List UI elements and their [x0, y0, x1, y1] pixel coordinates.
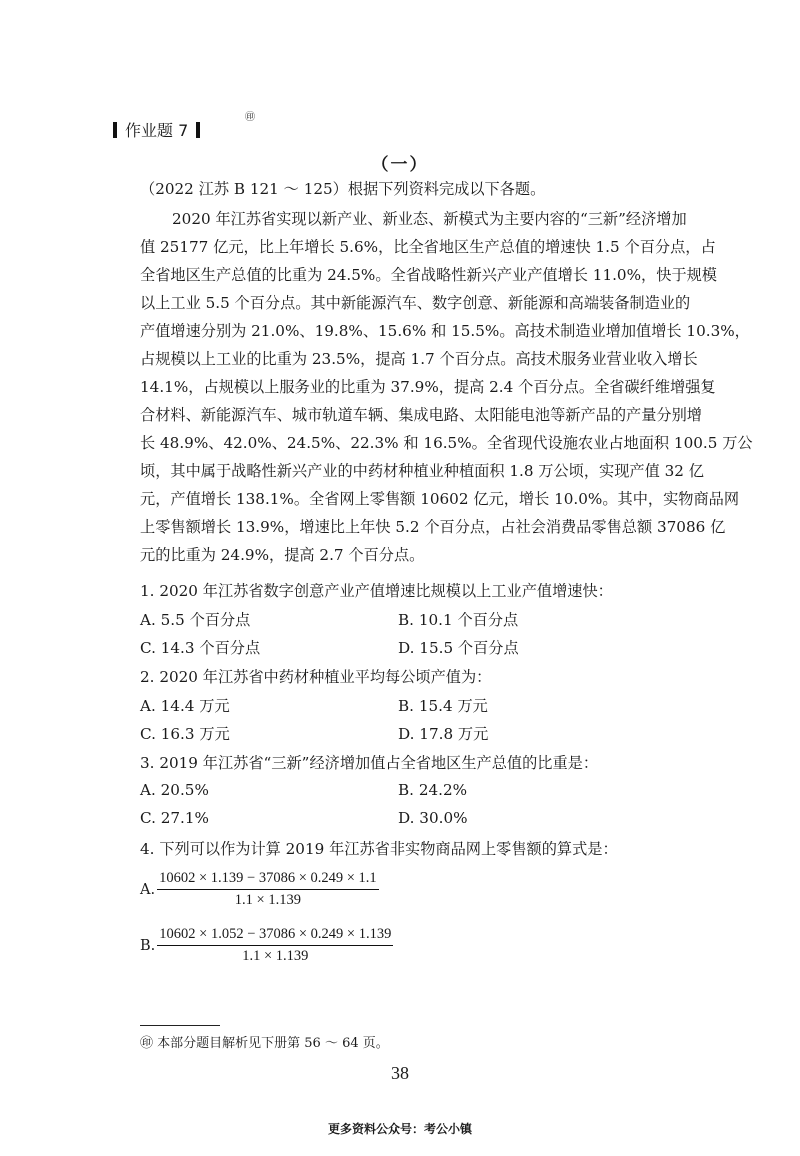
- option-label: B.: [140, 937, 156, 954]
- material-line: 元的比重为 24.9%，提高 2.7 个百分点。: [140, 546, 425, 564]
- material-line: 2020 年江苏省实现以新产业、新业态、新模式为主要内容的“三新”经济增加: [172, 210, 687, 228]
- source-line: （2022 江苏 B 121 ～ 125）根据下列资料完成以下各题。: [140, 180, 546, 198]
- question-1-option-c[interactable]: C. 14.3 个百分点: [140, 639, 261, 657]
- question-3-option-c[interactable]: C. 27.1%: [140, 809, 209, 827]
- fraction-numerator: 10602 × 1.139 − 37086 × 0.249 × 1.1: [157, 870, 379, 890]
- section-title: （一）: [371, 155, 429, 175]
- note-mark-icon: ㊞: [245, 112, 255, 123]
- fraction: [157, 926, 393, 965]
- question-2-option-b[interactable]: B. 15.4 万元: [398, 697, 488, 715]
- material-line: 产值增速分别为 21.0%、19.8%、15.6% 和 15.5%。高技术制造业增加值增长 10.3%，: [140, 322, 750, 340]
- question-4-stem: 4. 下列可以作为计算 2019 年江苏省非实物商品网上零售额的算式是：: [140, 840, 618, 858]
- question-2-option-d[interactable]: D. 17.8 万元: [398, 725, 489, 743]
- question-2-option-a[interactable]: A. 14.4 万元: [140, 697, 230, 715]
- material-line: 上零售额增长 13.9%，增速比上年快 5.2 个百分点，占社会消费品零售总额 37086 亿: [140, 518, 726, 536]
- question-3-option-d[interactable]: D. 30.0%: [398, 809, 468, 827]
- page-number: 38: [391, 1063, 409, 1083]
- header-bar-left: [113, 122, 117, 138]
- bottom-banner: 更多资料公众号：考公小镇: [327, 1122, 472, 1136]
- question-2-option-c[interactable]: C. 16.3 万元: [140, 725, 230, 743]
- material-line: 顷，其中属于战略性新兴产业的中药材种植业种植面积 1.8 万公顷，实现产值 32 亿: [140, 462, 704, 480]
- footnote: ㊞ 本部分题目解析见下册第 56 ～ 64 页。: [140, 1036, 389, 1051]
- material-line: 全省地区生产总值的比重为 24.5%。全省战略性新兴产业产值增长 11.0%，快于规模: [140, 266, 717, 284]
- material-line: 以上工业 5.5 个百分点。其中新能源汽车、数字创意、新能源和高端装备制造业的: [140, 294, 691, 312]
- question-4-option-a[interactable]: [140, 870, 379, 909]
- material-line: 14.1%，占规模以上服务业的比重为 37.9%，提高 2.4 个百分点。全省碳纤维增强复: [140, 378, 716, 396]
- fraction-denominator: 1.1 × 1.139: [242, 948, 309, 964]
- option-label: A.: [140, 881, 156, 898]
- question-1-option-a[interactable]: A. 5.5 个百分点: [140, 611, 251, 629]
- question-4-option-b[interactable]: [140, 926, 393, 965]
- question-3-stem: 3. 2019 年江苏省“三新”经济增加值占全省地区生产总值的比重是：: [140, 754, 599, 772]
- fraction-numerator: 10602 × 1.052 − 37086 × 0.249 × 1.139: [157, 926, 393, 946]
- material-line: 占规模以上工业的比重为 23.5%，提高 1.7 个百分点。高技术服务业营业收入增长: [140, 350, 698, 368]
- exercise-title: 作业题 7: [125, 121, 189, 140]
- header-bar-right: [196, 122, 200, 138]
- question-2-stem: 2. 2020 年江苏省中药材种植业平均每公顷产值为：: [140, 668, 492, 686]
- material-line: 元，产值增长 138.1%。全省网上零售额 10602 亿元，增长 10.0%。其中，实物商品网: [140, 490, 740, 508]
- question-1-option-b[interactable]: B. 10.1 个百分点: [398, 611, 519, 629]
- footnote-divider: [140, 1025, 220, 1026]
- question-1-option-d[interactable]: D. 15.5 个百分点: [398, 639, 519, 657]
- material-line: 长 48.9%、42.0%、24.5%、22.3% 和 16.5%。全省现代设施农业占地面积 100.5 万公: [140, 434, 753, 452]
- question-1-stem: 1. 2020 年江苏省数字创意产业产值增速比规模以上工业产值增速快：: [140, 582, 613, 600]
- question-3-option-b[interactable]: B. 24.2%: [398, 781, 468, 799]
- material-line: 值 25177 亿元，比上年增长 5.6%，比全省地区生产总值的增速快 1.5 个百分点，占: [140, 238, 716, 256]
- exercise-header: [113, 118, 200, 141]
- question-3-option-a[interactable]: A. 20.5%: [140, 781, 209, 799]
- fraction-denominator: 1.1 × 1.139: [234, 892, 301, 908]
- material-line: 合材料、新能源汽车、城市轨道车辆、集成电路、太阳能电池等新产品的产量分别增: [140, 406, 702, 424]
- fraction: [157, 870, 379, 909]
